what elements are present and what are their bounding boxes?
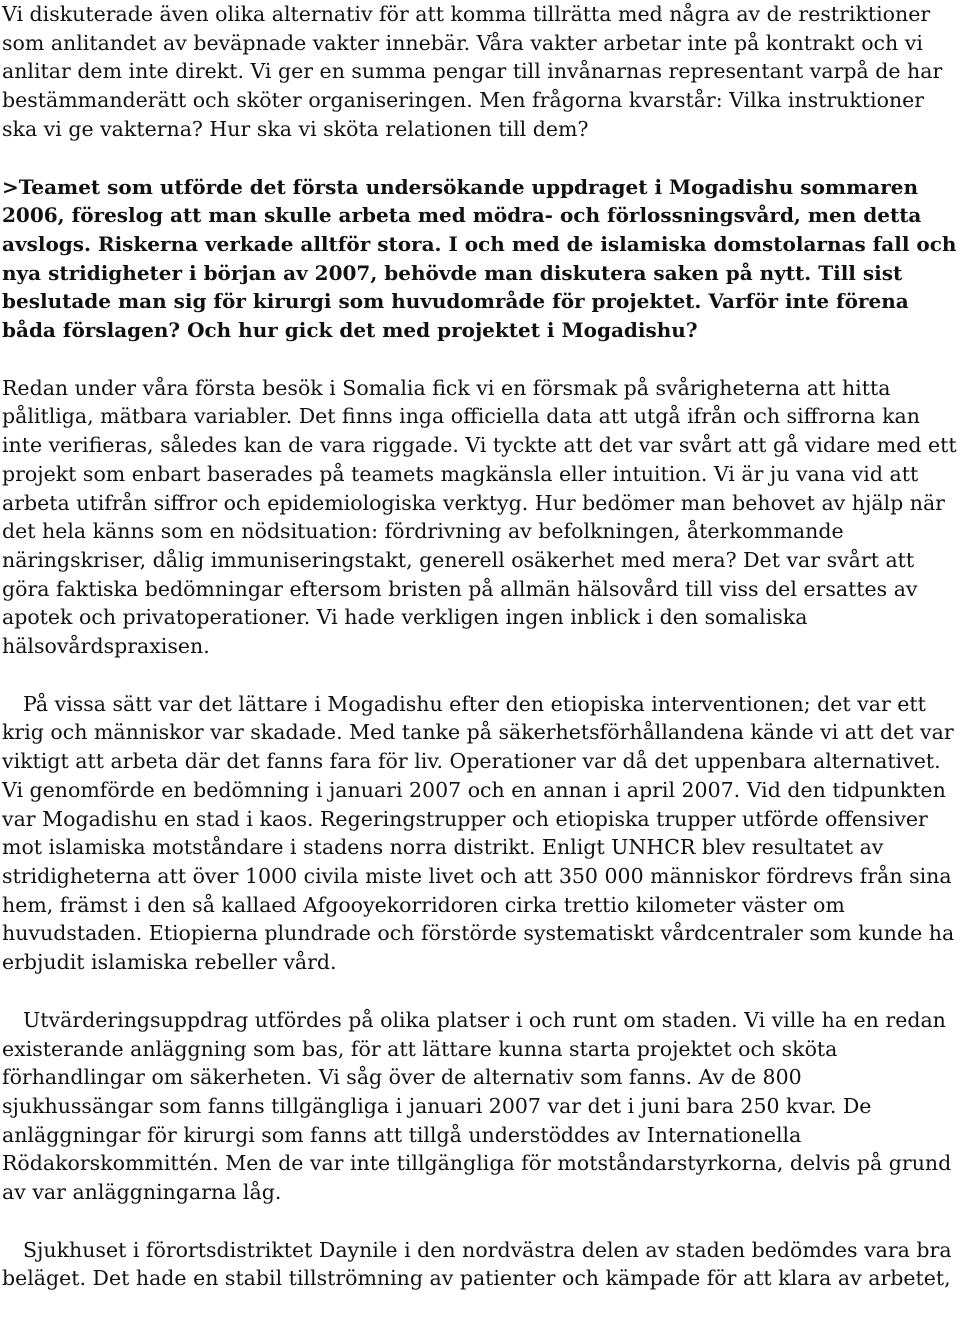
- paragraph-guards: Vi diskuterade även olika alternativ för att komma tillrätta med några av de restriktioner som anlitandet av beväpnade vakter innebär. Våra vakter arbetar inte på kontrakt och vi anlitar dem inte direkt. Vi ger en summa pengar till invånarnas representant varpå de har bestämmanderätt och sköter organiseringen. Men frågorna kvarstår: Vilka instruktioner ska vi ge vakterna? Hur ska vi sköta relationen till dem?: [2, 2, 943, 141]
- paragraph-daynile: Sjukhuset i förortsdistriktet Daynile i den nordvästra delen av staden bedömdes vara bra beläget. Det hade en stabil tillströmning av patienter och kämpade för att klara av arbetet,: [2, 1237, 952, 1291]
- paragraph-variables: Redan under våra första besök i Somalia fick vi en försmak på svårigheterna att hitta pålitliga, mätbara variabler. Det finns inga officiella data att utgå ifrån och siffrorna kan inte verifieras, således kan de vara riggade. Vi tyckte att det var svårt att gå vidare med ett projekt som enbart baserades på teamets magkänsla eller intuition. Vi är ju vana vid att arbeta utifrån siffror och epidemiologiska verktyg. Hur bedömer man behovet av hjälp när det hela känns som en nödsituation: fördrivning av befolkningen, återkommande näringskriser, dålig immuniseringstakt, generell osäkerhet med mera? Det var svårt att göra faktiska bedömningar eftersom bristen på allmän hälsovård till viss del ersattes av apotek och privatoperationer. Vi hade verkligen ingen inblick i den somaliska hälsovårdspraxisen.: [2, 375, 957, 659]
- paragraph-intervention: På vissa sätt var det lättare i Mogadishu efter den etiopiska interventionen; det var ett krig och människor var skadade. Med tanke på säkerhetsförhållandena kände vi att det var viktigt att arbeta där det fanns fara för liv. Operationer var då det uppenbara alternativet. Vi genomförde en bedömning i januari 2007 och en annan i april 2007. Vid den tidpunkten var Mogadishu en stad i kaos. Regeringstrupper och etiopiska trupper utförde offensiver mot islamiska motståndare i stadens norra distrikt. Enligt UNHCR blev resultatet av stridigheterna att över 1000 civila miste livet och att 350 000 människor fördrevs från sina hem, främst i den så kallaed Afgooyekorridoren cirka trettio kilometer väster om huvudstaden. Etiopierna plundrade och förstörde systematiskt vårdcentraler som kunde ha erbjudit islamiska rebeller vård.: [2, 691, 955, 975]
- paragraph-team-question: >Teamet som utförde det första undersökande uppdraget i Mogadishu sommaren 2006, föreslog att man skulle arbeta med mödra- och förlossningsvård, men detta avslogs. Riskerna verkade alltför stora. I och med de islamiska domstolarnas fall och nya stridigheter i början av 2007, behövde man diskutera saken på nytt. Till sist beslutade man sig för kirurgi som huvudområde för projektet. Varför inte förena båda förslagen? Och hur gick det med projektet i Mogadishu?: [2, 174, 957, 343]
- paragraph-evaluation: Utvärderingsuppdrag utfördes på olika platser i och runt om staden. Vi ville ha en redan existerande anläggning som bas, för att lättare kunna starta projektet och sköta förhandlingar om säkerheten. Vi såg över de alternativ som fanns. Av de 800 sjukhussängar som fanns tillgängliga i januari 2007 var det i juni bara 250 kvar. De anläggningar för kirurgi som fanns att tillgå understöddes av Internationella Rödakorskommittén. Men de var inte tillgängliga för motståndarstyrkorna, delvis på grund av var anläggningarna låg.: [2, 1007, 952, 1205]
